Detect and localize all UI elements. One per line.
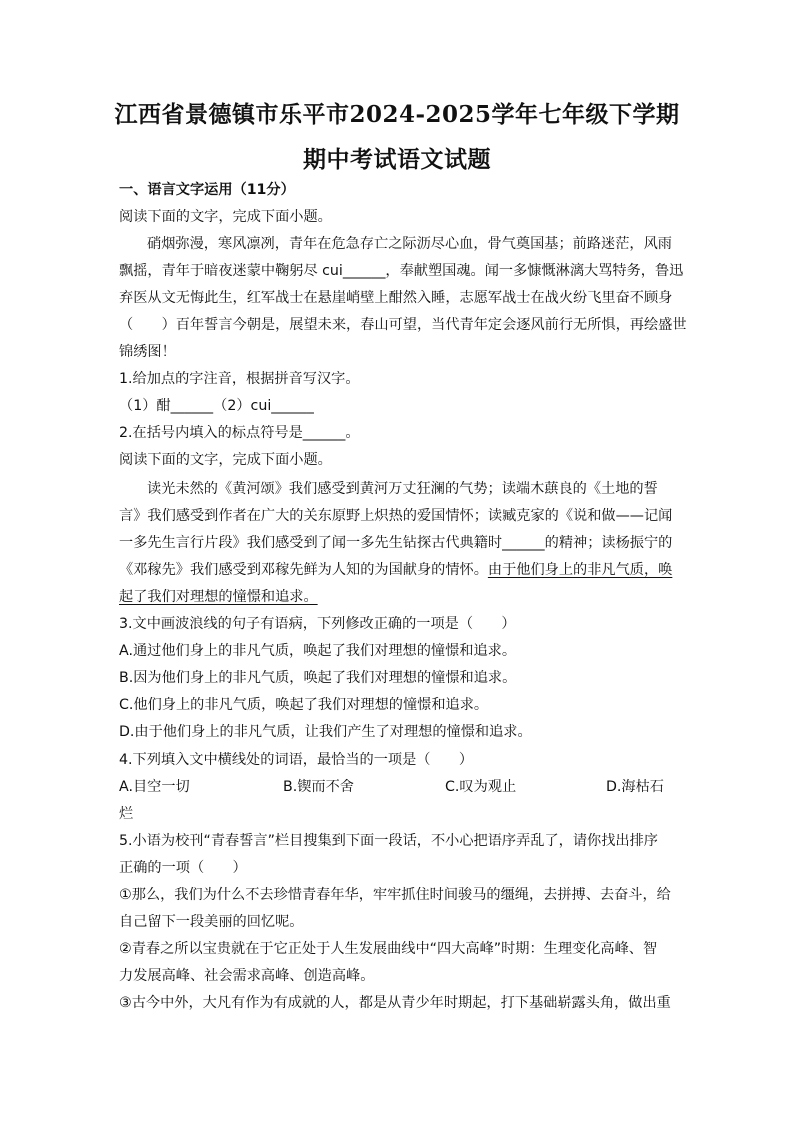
question-1-blanks: （1）酣______（2）cui______: [119, 398, 314, 414]
question-3: 3.文中画波浪线的句子有语病，下列修改正确的一项是（ ）: [119, 616, 516, 632]
passage-line: （ ）百年誓言今朝是，展望未来，春山可望，当代青年定会逐风前行无所惧，再绘盛世: [119, 317, 687, 333]
sentence-item: 自己留下一段美丽的回忆呢。: [119, 914, 304, 930]
reading-instruction: 阅读下面的文字，完成下面小题。: [119, 452, 332, 468]
wavy-underlined-sentence: 起了我们对理想的憧憬和追求。: [119, 589, 318, 605]
sentence-item: ①那么，我们为什么不去珍惜青春年华，牢牢抓住时间骏马的缰绳，去拼搏、去奋斗，给: [119, 887, 671, 903]
option-d: D.由于他们身上的非凡气质，让我们产生了对理想的憧憬和追求。: [119, 724, 532, 740]
sentence-item: 力发展高峰、社会需求高峰、创造高峰。: [119, 968, 375, 984]
passage-line: 锦绣图！: [119, 344, 176, 360]
option-d: D.海枯石: [606, 779, 664, 795]
section-heading: 一、语言文字运用（11分）: [119, 182, 295, 198]
passage-line: 一多先生言行片段》我们感受到了闻一多先生钻探古代典籍时______的精神；读杨振宁的: [119, 535, 673, 551]
question-1: 1.给加点的字注音，根据拼音写汉字。: [119, 371, 360, 387]
reading-instruction: 阅读下面的文字，完成下面小题。: [119, 209, 332, 225]
option-a: A.目空一切: [119, 779, 190, 795]
passage-line: 读光未然的《黄河颂》我们感受到黄河万丈狂澜的气势；读端木蕻良的《土地的誓: [147, 481, 658, 497]
page-subtitle: 期中考试语文试题: [303, 146, 491, 173]
option-b: B.锲而不舍: [283, 779, 354, 795]
passage-line: 言》我们感受到作者在广大的关东原野上炽热的爱国情怀；读臧克家的《说和做——记闻: [119, 508, 673, 524]
passage-line: [119, 587, 318, 607]
question-4: 4.下列填入文中横线处的词语，最恰当的一项是（ ）: [119, 752, 474, 768]
question-2: 2.在括号内填入的标点符号是______。: [119, 425, 360, 441]
option-c: C.叹为观止: [445, 779, 517, 795]
question-5: 5.小语为校刊“青春誓言”栏目搜集到下面一段话，不小心把语序弄乱了，请你找出排序: [119, 833, 658, 849]
passage-line: [119, 560, 672, 580]
page-title: 江西省景德镇市乐平市2024-2025学年七年级下学期: [114, 101, 680, 128]
sentence-item: ③古今中外，大凡有作为有成就的人，都是从青少年时期起，打下基础崭露头角，做出重: [119, 995, 671, 1011]
passage-line: 弃医从文无悔此生，红军战士在悬崖峭壁上酣然入睡，志愿军战士在战火纷飞里奋不顾身: [119, 290, 673, 306]
option-a: A.通过他们身上的非凡气质，唤起了我们对理想的憧憬和追求。: [119, 643, 517, 659]
passage-line: 硝烟弥漫，寒风凛冽，青年在危急存亡之际沥尽心血，骨气奠国基；前路迷茫，风雨: [147, 236, 672, 252]
wavy-underlined-sentence: 由于他们身上的非凡气质，唤: [487, 562, 673, 578]
sentence-item: ②青春之所以宝贵就在于它正处于人生发展曲线中“四大高峰”时期：生理变化高峰、智: [119, 941, 658, 957]
option-c: C.他们身上的非凡气质，唤起了我们对理想的憧憬和追求。: [119, 697, 489, 713]
option-b: B.因为他们身上的非凡气质，唤起了我们对理想的憧憬和追求。: [119, 670, 517, 686]
passage-line: 飘摇，青年于暗夜迷蒙中鞠躬尽 cui______，奉献塑国魂。闻一多慷慨淋漓大骂特务，鲁迅: [119, 263, 684, 279]
question-5: 正确的一项（ ）: [119, 860, 247, 876]
option-d-wrap: 烂: [119, 806, 134, 822]
passage-text: 《邓稼先》我们感受到邓稼先鲜为人知的为国献身的情怀。: [119, 562, 488, 578]
